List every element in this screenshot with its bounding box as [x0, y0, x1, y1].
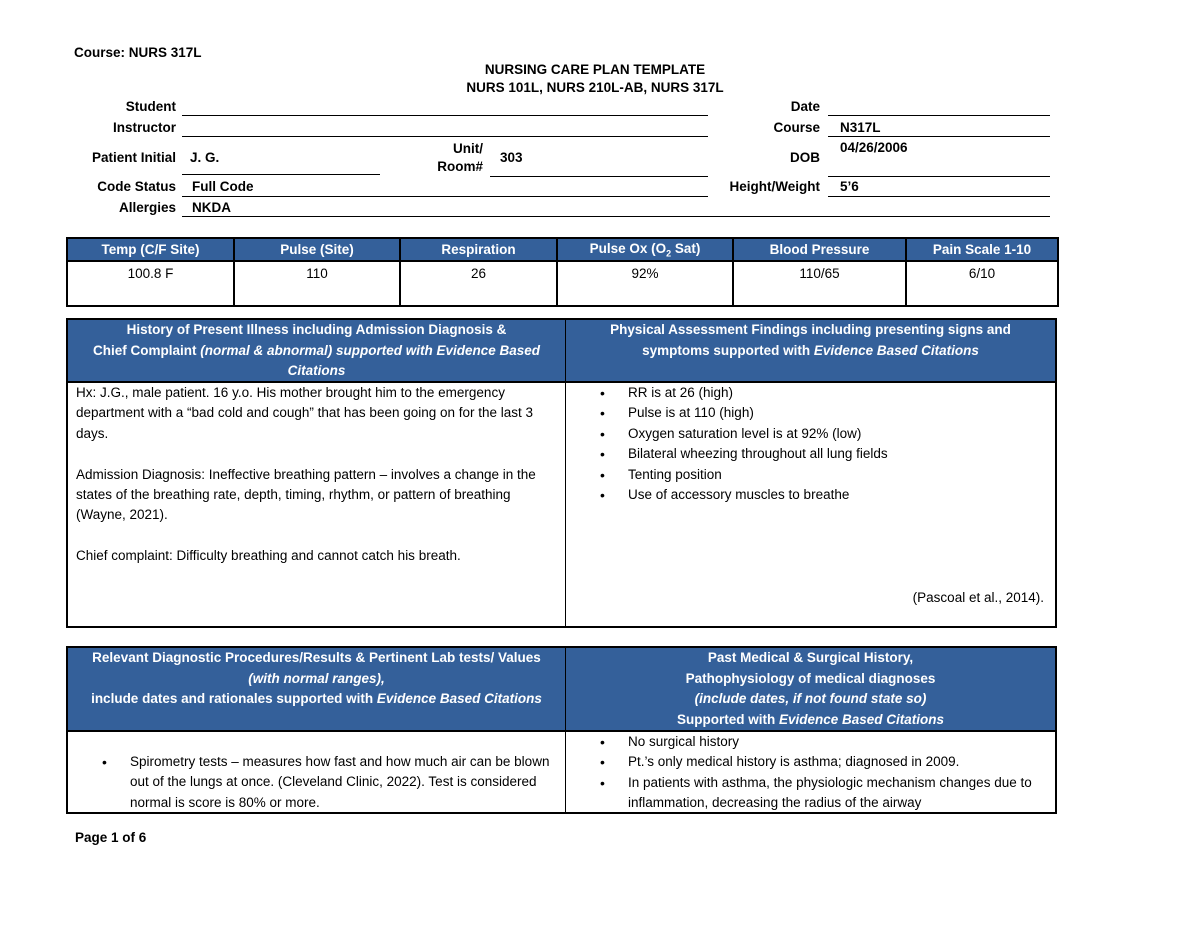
unit-room-field[interactable] — [490, 176, 708, 177]
date-field[interactable] — [828, 115, 1050, 116]
respiration-value: 26 — [400, 261, 557, 306]
student-label: Student — [125, 99, 176, 114]
pulse-header: Pulse (Site) — [234, 238, 400, 261]
findings-list — [594, 383, 1049, 505]
list-item: • RR is at 26 (high) — [594, 383, 1049, 403]
list-item: • Pulse is at 110 (high) — [594, 403, 1049, 423]
patient-initial-label: Patient Initial — [91, 150, 176, 165]
instructor-label: Instructor — [112, 120, 176, 135]
list-item: • Pt.’s only medical history is asthma; diagnosed in 2009. — [594, 752, 1052, 772]
vitals-header-row — [67, 238, 1058, 261]
allergies-field[interactable] — [182, 216, 1050, 217]
unit-room-value: 303 — [500, 150, 523, 165]
course-label: Course — [773, 120, 820, 135]
list-item: • No surgical history — [594, 732, 1052, 752]
height-weight-label: Height/Weight — [729, 179, 820, 194]
list-item: • Spirometry tests – measures how fast and how much air can be blown out of the lungs at once. (Cleveland Clinic, 2022). Test is considered normal is score is 80% or more. — [96, 752, 562, 813]
pulse-ox-value: 92% — [557, 261, 733, 306]
height-weight-field[interactable] — [828, 196, 1050, 197]
section1-column-divider — [565, 320, 566, 626]
dob-label: DOB — [790, 150, 820, 165]
assessment-header: Physical Assessment Findings including presenting signs and symptoms supported with Evidence Based Citations — [566, 320, 1055, 381]
page-subtitle: NURS 101L, NURS 210L-AB, NURS 317L — [466, 80, 724, 95]
history-list — [594, 732, 1052, 814]
course-field[interactable] — [828, 136, 1050, 137]
hpi-content — [76, 383, 560, 567]
student-field[interactable] — [182, 115, 708, 116]
patient-initial-value: J. G. — [190, 150, 220, 165]
patient-initial-field[interactable] — [182, 174, 380, 175]
list-item: • Use of accessory muscles to breathe — [594, 485, 1049, 505]
diagnostics-header: Relevant Diagnostic Procedures/Results & Pertinent Lab tests/ Values (with normal ranges), include dates and rationales supported with Evidence Based Citations — [68, 648, 565, 730]
list-item: • Bilateral wheezing throughout all lung fields — [594, 444, 1049, 464]
list-item: • Tenting position — [594, 465, 1049, 485]
unit-label: Unit/ — [453, 141, 483, 156]
vitals-table — [66, 237, 1059, 307]
page-title: NURSING CARE PLAN TEMPLATE — [484, 62, 706, 77]
allergies-label: Allergies — [118, 200, 176, 215]
dob-value: 04/26/2006 — [840, 140, 908, 155]
dob-field[interactable] — [828, 176, 1050, 177]
page-number: Page 1 of 6 — [75, 830, 147, 845]
assessment-citation: (Pascoal et al., 2014). — [912, 590, 1044, 605]
assessment-content — [594, 383, 1049, 505]
temp-header: Temp (C/F Site) — [67, 238, 234, 261]
bp-header: Blood Pressure — [733, 238, 906, 261]
vitals-values-row — [67, 261, 1058, 306]
respiration-header: Respiration — [400, 238, 557, 261]
chief-complaint-text: Chief complaint: Difficulty breathing and cannot catch his breath. — [76, 548, 461, 564]
bp-value: 110/65 — [733, 261, 906, 306]
room-label: Room# — [437, 159, 483, 174]
admission-diagnosis-text: Admission Diagnosis: Ineffective breathing pattern – involves a change in the states of the breathing rate, depth, timing, rhythm, or pattern of breathing (Wayne, 2021). — [76, 466, 536, 523]
section2-column-divider — [565, 648, 566, 812]
allergies-value: NKDA — [192, 200, 231, 215]
hx-text: Hx: J.G., male patient. 16 y.o. His mother brought him to the emergency department with a “bad cold and cough” that has been going on for the last 3 days. — [76, 385, 534, 441]
temp-value: 100.8 F — [67, 261, 234, 306]
list-item: • Oxygen saturation level is at 92% (low) — [594, 424, 1049, 444]
diagnostics-content — [96, 752, 562, 813]
code-status-value: Full Code — [192, 179, 254, 194]
history-content — [594, 732, 1052, 814]
list-item: • In patients with asthma, the physiologic mechanism changes due to inflammation, decreasing the radius of the airway — [594, 773, 1052, 814]
pulse-value: 110 — [234, 261, 400, 306]
instructor-field[interactable] — [182, 136, 708, 137]
code-status-field[interactable] — [182, 196, 708, 197]
course-value: N317L — [840, 120, 881, 135]
diagnostics-list — [96, 752, 562, 813]
pulse-ox-header: Pulse Ox ($O_2$ Sat) — [557, 238, 733, 261]
course-header: Course: NURS 317L — [74, 45, 202, 60]
history-header: Past Medical & Surgical History, Pathophysiology of medical diagnoses (include dates, if not found state so) Supported with Evidence Based Citations — [566, 648, 1055, 730]
pain-header: Pain Scale 1-10 — [906, 238, 1058, 261]
code-status-label: Code Status — [97, 179, 176, 194]
hpi-header: History of Present Illness including Admission Diagnosis & Chief Complaint (normal & abnormal) supported with Evidence Based Citations — [68, 320, 565, 381]
date-label: Date — [790, 99, 820, 114]
pain-value: 6/10 — [906, 261, 1058, 306]
height-weight-value: 5’6 — [840, 179, 859, 194]
